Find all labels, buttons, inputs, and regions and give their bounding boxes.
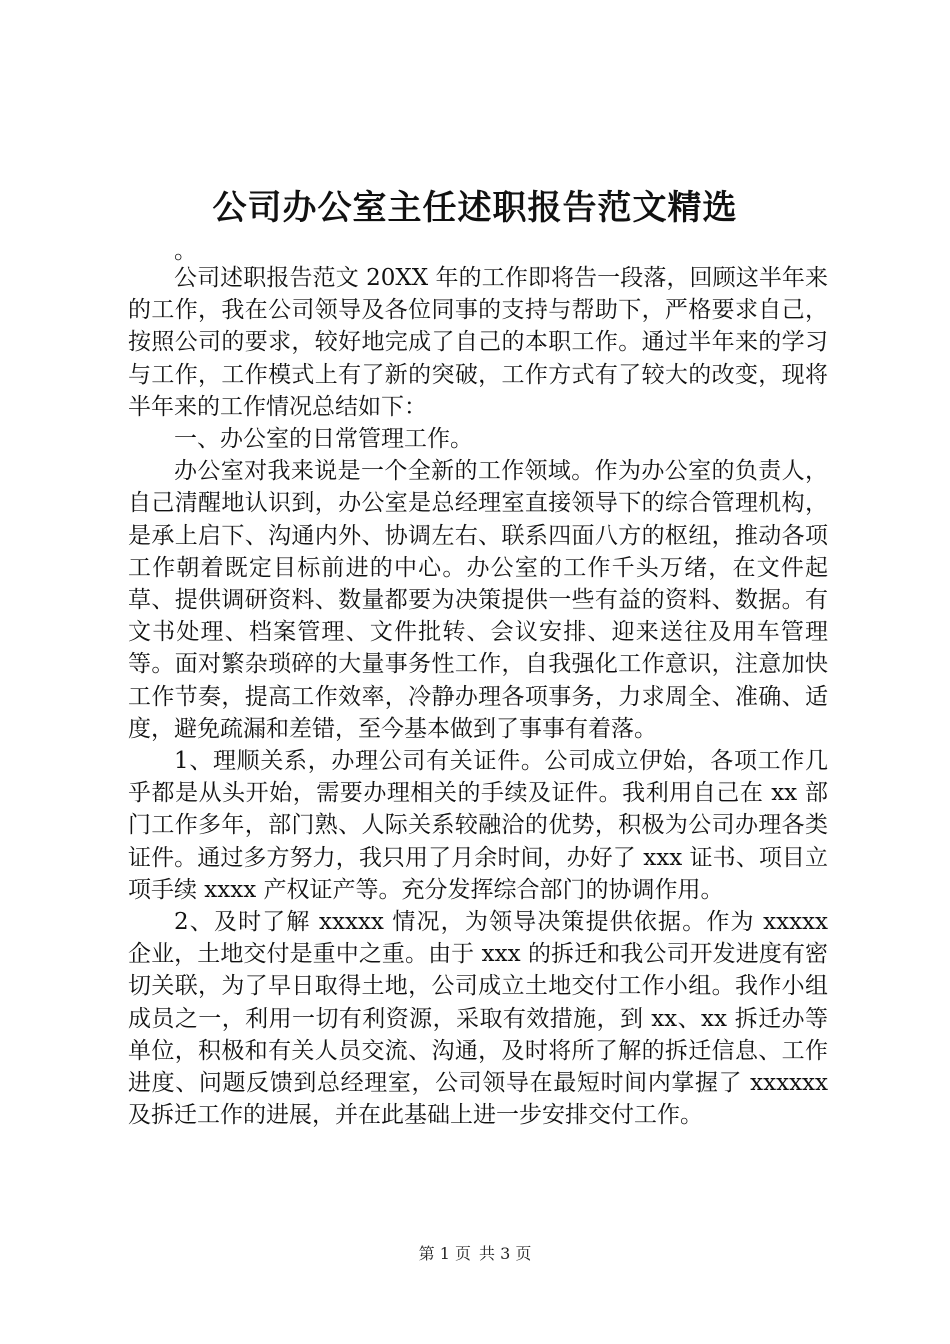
page-number: 第 1 页 — [418, 1244, 471, 1263]
stray-mark: 。 — [174, 238, 197, 264]
page-total: 共 3 页 — [479, 1244, 532, 1263]
document-title: 公司办公室主任述职报告范文精选 — [212, 188, 738, 228]
section-heading-1: 一、办公室的日常管理工作。 — [174, 426, 473, 453]
paragraph-intro: 公司述职报告范文 20XX 年的工作即将告一段落，回顾这半年来的工作，我在公司领导及各位同事的支持与帮助下，严格要求自己，按照公司的要求，较好地完成了自己的本职工作。通过半年来的学习与工作，工作模式上有了新的突破，工作方式有了较大的改变，现将半年来的工作情况总结如下： — [128, 265, 828, 420]
paragraph-item-1: 1、理顺关系，办理公司有关证件。公司成立伊始，各项工作几乎都是从头开始，需要办理相关的手续及证件。我利用自己在 xx 部门工作多年，部门熟、人际关系较融洽的优势，积极为公司办理各类证件。通过多方努力，我只用了月余时间，办好了 xxx 证书、项目立项手续 xxxx 产权证产等。充分发挥综合部门的协调作用。 — [128, 748, 828, 903]
page-footer — [0, 1244, 950, 1264]
document-body — [128, 240, 828, 1131]
paragraph-item-2: 2、及时了解 xxxxx 情况，为领导决策提供依据。作为 xxxxx 企业，土地交付是重中之重。由于 xxx 的拆迁和我公司开发进度有密切关联，为了早日取得土地，公司成立土地交付工作小组。我作小组成员之一，利用一切有利资源，采取有效措施，到 xx、xx 拆迁办等单位，积极和有关人员交流、沟通，及时将所了解的拆迁信息、工作进度、问题反馈到总经理室，公司领导在最短时间内掌握了 xxxxxx 及拆迁工作的进展，并在此基础上进一步安排交付工作。 — [128, 909, 828, 1129]
paragraph-office-role: 办公室对我来说是一个全新的工作领域。作为办公室的负责人，自己清醒地认识到，办公室是总经理室直接领导下的综合管理机构，是承上启下、沟通内外、协调左右、联系四面八方的枢纽，推动各项工作朝着既定目标前进的中心。办公室的工作千头万绪，在文件起草、提供调研资料、数量都要为决策提供一些有益的资料、数据。有文书处理、档案管理、文件批转、会议安排、迎来送往及用车管理等。面对繁杂琐碎的大量事务性工作，自我强化工作意识，注意加快工作节奏，提高工作效率，冷静办理各项事务，力求周全、准确、适度，避免疏漏和差错，至今基本做到了事事有着落。 — [128, 458, 828, 742]
